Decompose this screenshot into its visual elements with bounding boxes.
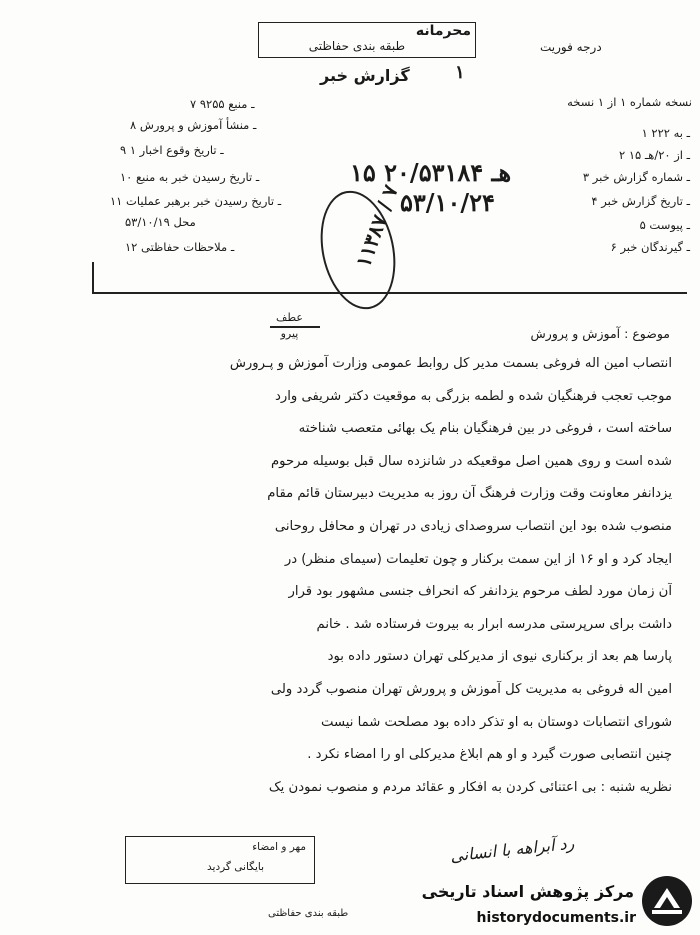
logo-url: historydocuments.ir — [476, 910, 636, 926]
body-line: ایجاد کرد و او ۱۶ از این سمت برکنار و چون تعلیمات (سیمای منظر) در — [284, 551, 672, 567]
classification-label: طبقه بندی حفاظتی — [308, 39, 405, 53]
form-report-number: ۳ ـ شماره گزارش خبر — [582, 170, 690, 184]
form-recipients: ۶ ـ گیرندگان خبر — [610, 240, 690, 254]
form-place: محل ۵۳/۱۰/۱۹ — [125, 215, 196, 229]
archive-stamp-line1: مهر و امضاء — [252, 841, 306, 853]
form-attachment: ۵ ـ پیوست — [639, 218, 690, 232]
archive-logo-icon — [640, 874, 694, 928]
subject-line: موضوع : آموزش و پرورش — [530, 326, 670, 341]
handwritten-report-date: ۵۳/۱۰/۲۴ — [400, 188, 495, 217]
stamp-scribble: محرمانه — [415, 23, 471, 39]
priority-label: درجه فوریت — [540, 40, 602, 54]
report-body — [32, 348, 672, 804]
body-line: نظریه شنبه : بی اعتنائی کردن به افکار و عقائد مردم و منصوب نمودن یک — [268, 779, 672, 795]
form-event-date: ۹ ـ تاریخ وقوع اخبار ۱ — [120, 143, 224, 157]
body-line: ساخته است ، فروغی در بین فرهنگیان بنام یک بهائی متعصب شناخته — [298, 421, 672, 437]
body-line: چنین انتصابی صورت گیرد و او هم ابلاغ مدیرکلی او را امضاء نکرد . — [307, 747, 672, 763]
body-line: پارسا هم بعد از برکناری نیوی از مدیرکلی تهران دستور داده بود — [327, 649, 672, 665]
circled-annotation-text: ۱۱۳۸۷ / ۷ — [350, 181, 403, 271]
bottom-classification-label: طبقه بندی حفاظتی — [268, 908, 349, 919]
form-bottom-divider — [92, 292, 687, 294]
body-line: یزدانفر معاونت وقت وزارت فرهنگ آن روز به مدیریت دبیرستان قائم مقام — [267, 486, 672, 502]
body-line: آن زمان مورد لطف مرحوم یزدانفر که انحراف جنسی مشهور بود قرار — [288, 584, 672, 600]
form-report-date: ۴ ـ تاریخ گزارش خبر — [591, 194, 690, 208]
reference-field — [276, 310, 303, 342]
body-line: انتصاب امین اله فروغی بسمت مدیر کل روابط عمومی وزارت آموزش و پـرورش — [229, 356, 672, 371]
body-line: داشت برای سرپرستی مدرسه ابرار به بیروت فرستاده شد . خانم — [316, 616, 672, 632]
body-line: شده است و روی همین اصل موقعیکه در شانزده سال قبل بوسیله مرحوم — [271, 453, 672, 469]
body-line: منصوب شده بود این انتصاب سروصدای زیادی در تهران و محافل روحانی — [274, 518, 672, 534]
logo-title: مرکز پژوهش اسناد تاریخی — [421, 882, 634, 901]
reference-label: عطف — [276, 311, 303, 324]
body-line: امین اله فروغی به مدیریت کل آموزش و پرورش تهران منصوب گردد ولی — [270, 681, 672, 697]
handwritten-report-number: ۱۵ هـ ۲۰/۵۳۱۸۴ — [350, 158, 512, 187]
form-source-date: ۱۰ ـ تاریخ رسیدن خبر به منبع — [120, 170, 260, 184]
form-copy-number: نسخه شماره ۱ از ۱ نسخه — [567, 95, 692, 109]
body-line: موجب تعجب فرهنگیان شده و لطمه بزرگی به موقعیت دکتر شریفی وارد — [275, 388, 672, 404]
form-left-edge — [92, 262, 94, 292]
form-source: ۷ ـ منبع ۹۲۵۵ — [190, 97, 255, 111]
handwritten-signature: رد آبراهه با انسانی — [449, 833, 576, 866]
copy-number: ۱ — [455, 62, 465, 83]
watermark-logo — [420, 866, 700, 935]
body-line: شورای انتصابات دوستان به او تذکر داده بود مصلحت شما نیست — [321, 714, 672, 730]
archive-stamp-line2: بایگانی گردید — [207, 861, 264, 873]
form-origin: ۸ ـ منشأ آموزش و پرورش — [130, 118, 257, 132]
form-operations-date: ۱۱ ـ تاریخ رسیدن خبر برهبر عملیات — [110, 194, 282, 208]
follow-up-label: پیرو — [280, 327, 299, 340]
form-from: ۲ ـ از ۲۰/هـ ۱۵ — [619, 148, 690, 162]
form-security-notes: ۱۲ ـ ملاحظات حفاظتی — [125, 240, 235, 254]
page-title: گزارش خبر — [320, 66, 410, 85]
archive-stamp — [125, 836, 315, 884]
form-to: ۱ ـ به ۲۲۲ — [641, 126, 690, 140]
classification-stamp — [258, 22, 476, 58]
